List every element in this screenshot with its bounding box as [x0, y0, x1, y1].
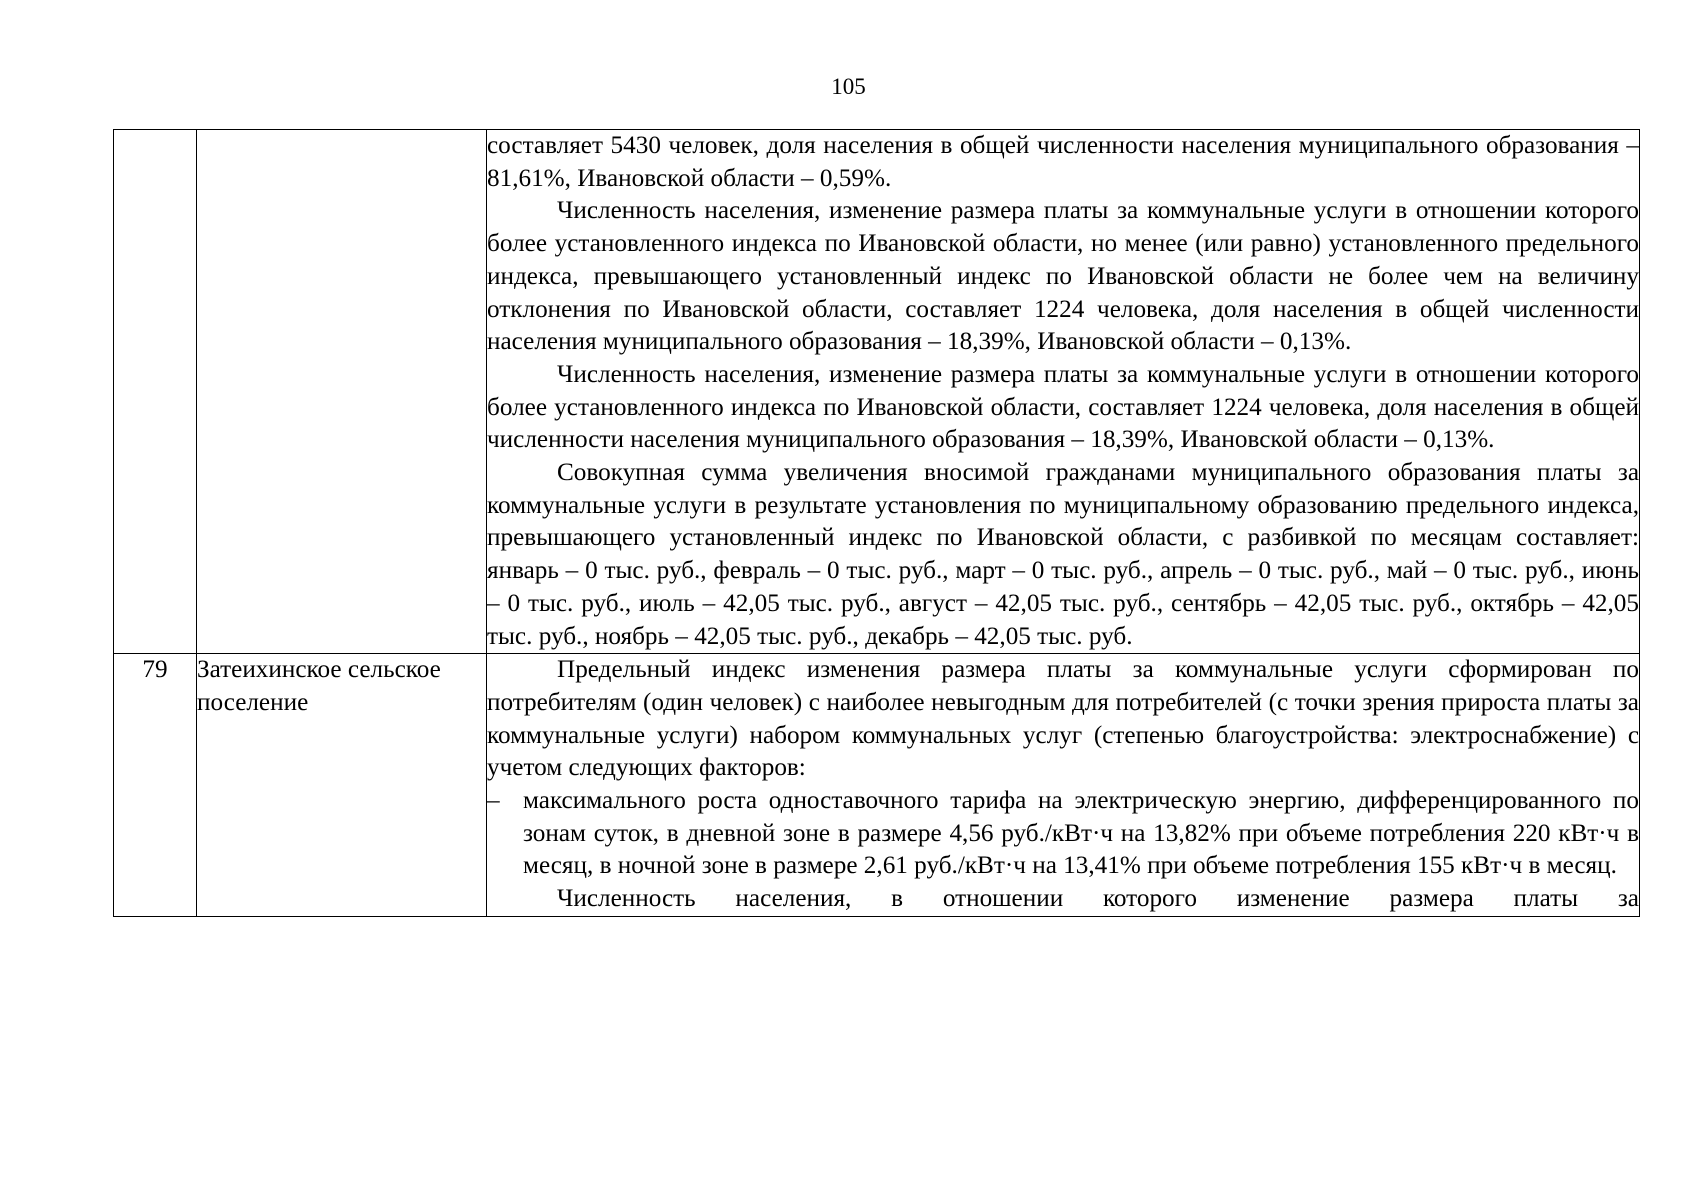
table-row-79	[114, 654, 1640, 917]
settlement-name-cell: Затеихинское сельское поселение	[197, 654, 487, 917]
paragraph: Численность населения, изменение размера платы за коммунальные услуги в отношении которого более установленного индекса по Ивановской области, но менее (или равно) установленного предельного индекса, превышающего установленный индекс по Ивановской области не более чем на величину отклонения по Ивановской области, составляет 1224 человека, доля населения в общей численности населения муниципального образования – 18,39%, Ивановской области – 0,13%.	[487, 197, 1639, 356]
paragraph: Предельный индекс изменения размера платы за коммунальные услуги сформирован по потребителям (один человек) с наиболее невыгодным для потребителей (с точки зрения прироста платы за коммунальные услуги) набором коммунальных услуг (степенью благоустройства: электроснабжение) с учетом следующих факторов:	[487, 656, 1639, 782]
bullet-item	[487, 785, 1639, 883]
table-row-continuation	[114, 130, 1640, 654]
description-cell	[487, 130, 1640, 654]
settlement-name-cell	[197, 130, 487, 654]
dash-bullet-icon: –	[487, 787, 500, 815]
page-number: 105	[831, 74, 866, 99]
description-cell	[487, 654, 1640, 917]
paragraph: Численность населения, изменение размера платы за коммунальные услуги в отношении которого более установленного индекса по Ивановской области, составляет 1224 человека, доля населения в общей численности населения муниципального образования – 18,39%, Ивановской области – 0,13%.	[487, 360, 1639, 454]
document-table	[113, 129, 1640, 917]
paragraph: Численность населения, в отношении которого изменение размера платы за	[557, 885, 1639, 913]
paragraph: составляет 5430 человек, доля населения в общей численности населения муниципального образования – 81,61%, Ивановской области – 0,59%.	[487, 132, 1639, 192]
paragraph: Совокупная сумма увеличения вносимой гражданами муниципального образования платы за коммунальные услуги в результате установления по муниципальному образованию предельного индекса, превышающего установленный индекс по Ивановской области, с разбивкой по месяцам составляет: январь – 0 тыс. руб., февраль – 0 тыс. руб., март – 0 тыс. руб., апрель – 0 тыс. руб., май – 0 тыс. руб., июнь – 0 тыс. руб., июль – 42,05 тыс. руб., август – 42,05 тыс. руб., сентябрь – 42,05 тыс. руб., октябрь – 42,05 тыс. руб., ноябрь – 42,05 тыс. руб., декабрь – 42,05 тыс. руб.	[487, 459, 1639, 650]
row-number-cell	[114, 130, 197, 654]
bullet-text: максимального роста одноставочного тарифа на электрическую энергию, дифференцированного по зонам суток, в дневной зоне в размере 4,56 руб./кВт·ч на 13,82% при объеме потребления 220 кВт·ч в месяц, в ночной зоне в размере 2,61 руб./кВт·ч на 13,41% при объеме потребления 155 кВт·ч в месяц.	[523, 787, 1639, 880]
row-number-cell: 79	[114, 654, 197, 917]
